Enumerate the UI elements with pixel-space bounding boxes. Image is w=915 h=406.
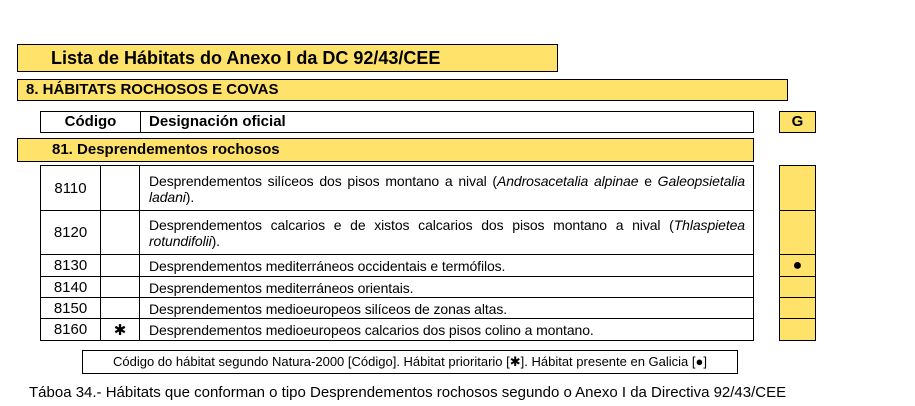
priority-mark [101, 277, 140, 298]
header-galicia: G [779, 111, 816, 133]
habitat-code: 8140 [41, 277, 101, 298]
galicia-presence [780, 298, 816, 319]
priority-mark: ✱ [101, 319, 140, 341]
habitat-designation: Desprendementos medioeuropeos calcarios dos pisos colino a montano. [140, 319, 754, 341]
subsection-heading: 81. Desprendementos rochosos [17, 138, 754, 162]
table-row [41, 211, 754, 255]
table-caption: Táboa 34.- Hábitats que conforman o tipo Desprendementos rochosos segundo o Anexo I da Directiva 92/43/CEE [29, 384, 787, 401]
priority-mark [101, 255, 140, 277]
list-title: Lista de Hábitats do Anexo I da DC 92/43/CEE [17, 44, 558, 72]
header-designation: Designación oficial [149, 113, 286, 130]
table-row [41, 298, 754, 319]
table-legend: Código do hábitat segundo Natura-2000 [Código]. Hábitat prioritario [✱]. Hábitat presente en Galicia [●] [82, 350, 738, 374]
table-header [40, 111, 754, 133]
table-row [41, 277, 754, 298]
galicia-column [779, 165, 816, 341]
galicia-presence [780, 166, 816, 211]
table-row [41, 166, 754, 211]
habitat-designation: Desprendementos calcarios e de xistos calcarios dos pisos montano a nival (Thlaspietea rotundifolii). [140, 211, 754, 255]
habitat-code: 8120 [41, 211, 101, 255]
priority-mark [101, 298, 140, 319]
priority-mark [101, 211, 140, 255]
habitat-code: 8150 [41, 298, 101, 319]
habitat-code: 8130 [41, 255, 101, 277]
galicia-presence: ● [780, 255, 816, 277]
section-heading: 8. HÁBITATS ROCHOSOS E COVAS [17, 79, 788, 101]
habitat-code: 8110 [41, 166, 101, 211]
galicia-presence [780, 277, 816, 298]
habitat-designation: Desprendementos medioeuropeos silíceos de zonas altas. [140, 298, 754, 319]
galicia-presence [780, 211, 816, 255]
habitat-designation: Desprendementos silíceos dos pisos montano a nival (Androsacetalia alpinae e Galeopsietalia ladani). [140, 166, 754, 211]
galicia-presence [780, 319, 816, 341]
habitat-designation: Desprendementos mediterráneos orientais. [140, 277, 754, 298]
habitat-table [40, 165, 754, 341]
table-row [41, 255, 754, 277]
header-code: Código [41, 112, 141, 132]
priority-mark [101, 166, 140, 211]
table-row [41, 319, 754, 341]
habitat-code: 8160 [41, 319, 101, 341]
habitat-designation: Desprendementos mediterráneos occidentais e termófilos. [140, 255, 754, 277]
